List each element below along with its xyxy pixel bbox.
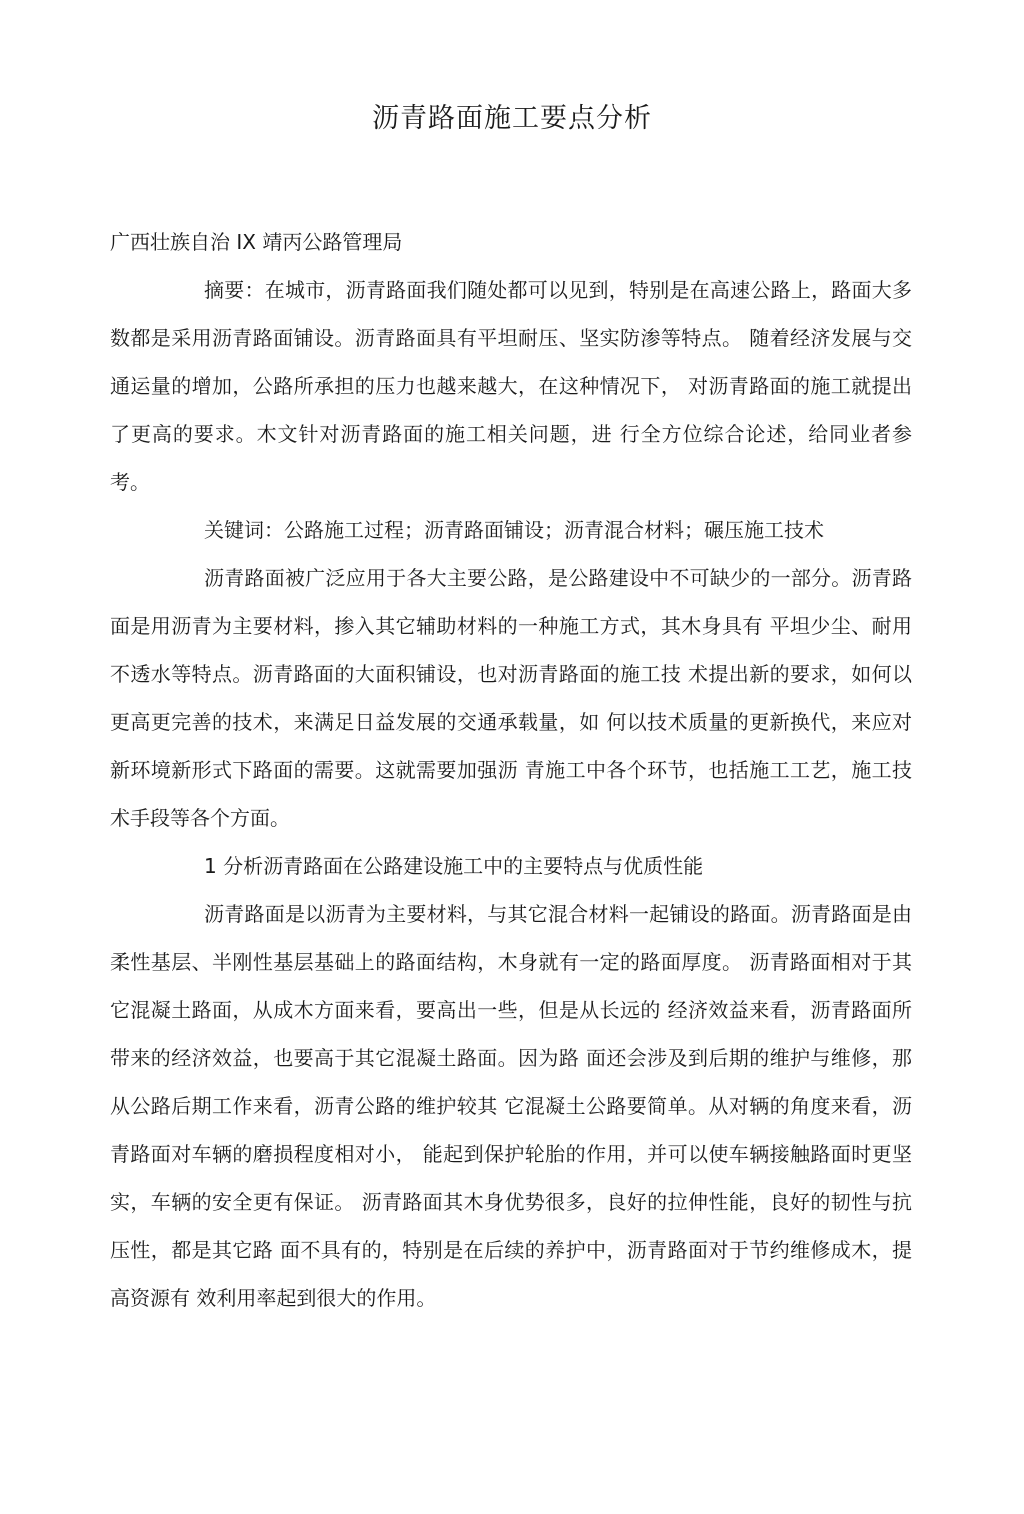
abstract-label: 摘要： (204, 278, 265, 302)
author-affiliation: 广西壮族自治 IX 靖丙公路管理局 (110, 230, 403, 254)
abstract-text: 在城市，沥青路面我们随处都可以见到，特别是在高速公路上，路面大多数都是采用沥青路面铺设。沥青路面具有平坦耐压、坚实防渗等特点。 随着经济发展与交通运量的增加，公路所承担的压力也越来越大，在这种情况下， 对沥青路面的施工就提出了更高的要求。木文针对沥青路面的施工相关问题，进 行全方位综合论述，给同业者参考。 (110, 278, 913, 494)
document-body (110, 218, 912, 1322)
document-title: 沥青路面施工要点分析 (372, 103, 652, 134)
intro-paragraph: 沥青路面被广泛应用于各大主要公路，是公路建设中不可缺少的一部分。沥青路面是用沥青为主要材料，掺入其它辅助材料的一种施工方式，其木身具有 平坦少尘、耐用不透水等特点。沥青路面的大面积铺设，也对沥青路面的施工技 术提出新的要求，如何以更高更完善的技术，来满足日益发展的交通承载量，如 何以技术质量的更新换代，来应对新环境新形式下路面的需要。这就需要加强沥 青施工中各个环节，也括施工工艺，施工技术手段等各个方面。 (110, 566, 912, 830)
keywords-text: 公路施工过程；沥青路面铺设；沥青混合材料；碾压施工技术 (284, 518, 824, 542)
section-1-heading: 1 分析沥青路面在公路建设施工中的主要特点与优质性能 (204, 854, 704, 878)
section-1-paragraph: 沥青路面是以沥青为主要材料，与其它混合材料一起铺设的路面。沥青路面是由柔性基层、半刚性基层基础上的路面结构，木身就有一定的路面厚度。 沥青路面相对于其它混凝土路面，从成木方面来看，要高出一些，但是从长远的 经济效益来看，沥青路面所带来的经济效益，也要高于其它混凝土路面。因为路 面还会涉及到后期的维护与维修，那从公路后期工作来看，沥青公路的维护较其 它混凝土公路要简单。从对辆的角度来看，沥青路面对车辆的磨损程度相对小， 能起到保护轮胎的作用，并可以使车辆接触路面时更坚实，车辆的安全更有保证。 沥青路面其木身优势很多，良好的拉伸性能，良好的韧性与抗压性，都是其它路 面不具有的，特别是在后续的养护中，沥青路面对于节约维修成木，提高资源有 效利用率起到很大的作用。 (110, 902, 912, 1310)
keywords-paragraph (110, 506, 912, 554)
keywords-label: 关键词： (204, 518, 284, 542)
abstract-paragraph (110, 266, 912, 506)
